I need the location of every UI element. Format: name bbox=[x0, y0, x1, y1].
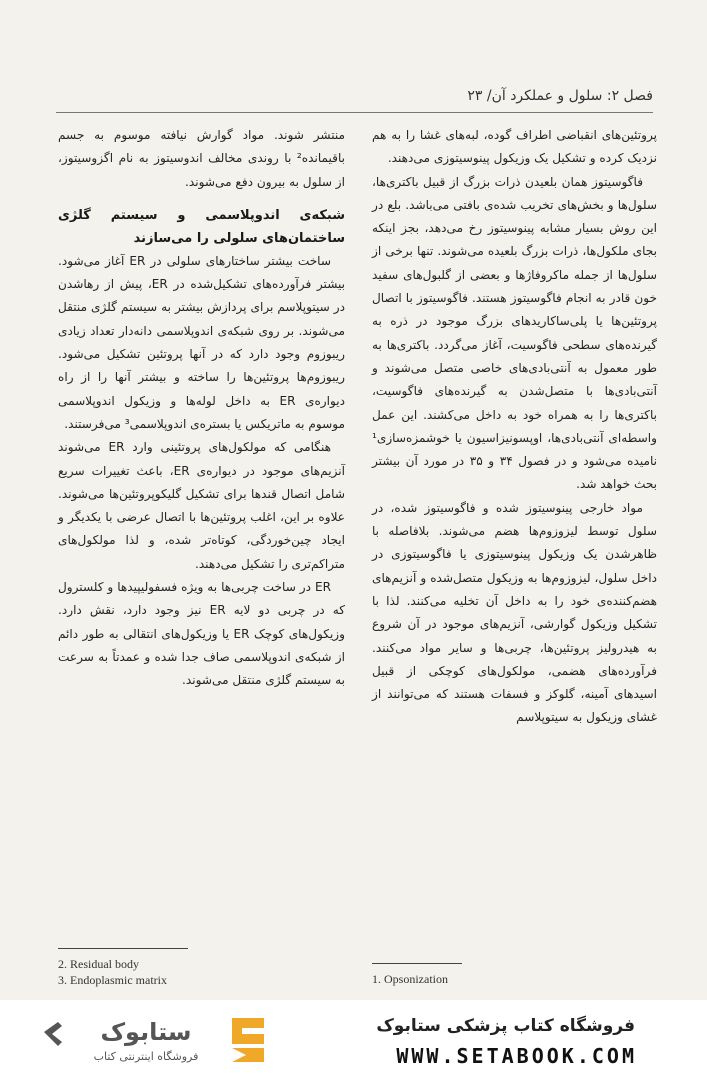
banner-title: فروشگاه کتاب پزشکی ستابوک bbox=[376, 1016, 635, 1036]
footnote: 2. Residual body bbox=[58, 957, 139, 971]
footnote: 1. Opsonization bbox=[372, 972, 448, 986]
footnote-divider bbox=[58, 948, 188, 949]
paragraph: مواد خارجی پینوسیتوز شده و فاگوسیتوز شده، در سلول توسط لیزوزوم‌ها هضم می‌شوند. بلافاصله با ظاهرشدن یک وزیکول پینوسیتوزی یا فاگوسیتوزی در داخل سلول، لیزوزوم‌ها به وزیکول متصل‌شده و آنزیم‌های هضم‌کننده‌ی خود را به داخل آن تخلیه می‌کنند. لذا با تشکیل وزیکول گوارشی، آنزیم‌های موجود در آن شروع به هیدرولیز پروتئین‌ها، چربی‌ها و سایر مواد می‌کنند. فرآورده‌های هضمی، مولکول‌های کوچکی از قبیل اسیدهای آمینه، گلوکز و فسفات هستند که می‌توانند از غشای وزیکول به سیتوپلاسم bbox=[372, 500, 657, 725]
running-title: فصل ۲: سلول و عملکرد آن/ ۲۳ bbox=[467, 88, 653, 104]
setabook-logo bbox=[36, 1014, 266, 1066]
section-heading: شبکه‌ی اندوپلاسمی و سیستم گلژی ساختمان‌های سلولی را می‌سازند bbox=[58, 207, 345, 246]
paragraph: ER در ساخت چربی‌ها به ویژه فسفولیپیدها و کلسترول که در چربی دو لایه ER نیز وجود دارد، نقش دارد. وزیکول‌های کوچک ER یا وزیکول‌های انتقالی به طور دائم از شبکه‌ی اندوپلاسمی صاف جدا شده و عمدتاً به سرعت به سیستم گلژی منتقل می‌شوند. bbox=[58, 580, 345, 688]
paragraph: منتشر شوند. مواد گوارش نیافته موسوم به جسم باقیمانده² با روندی مخالف اندوسیتوز به نام اگزوسیتوز، از سلول به بیرون دفع می‌شوند. bbox=[58, 128, 345, 189]
paragraph: هنگامی که مولکول‌های پروتئینی وارد ER می‌شوند آنزیم‌های موجود در دیواره‌ی ER، باعث تغییرات سریع شامل اتصال قندها برای تشکیل گلیکوپروتئین‌ها می‌شوند. علاوه بر این، اغلب پروتئین‌ها با اتصال عرضی با یکدیگر و ایجاد چین‌خوردگی، کوتاه‌تر شده، و لذا مولکول‌های متراکم‌تری را تشکیل می‌دهند. bbox=[58, 440, 345, 571]
header-divider bbox=[56, 112, 653, 113]
paragraph: فاگوسیتوز همان بلعیدن ذرات بزرگ از قبیل باکتری‌ها، سلول‌ها و بخش‌های تخریب شده‌ی بافتی می‌باشد. بلع در این روش بسیار مشابه پینوسیتوز رخ می‌دهد، بجز اینکه بجای ملکول‌ها، ذرات بزرگ بلعیده می‌شوند. تنها برخی از سلول‌ها از جمله ماکروفاژ‌ها و بعضی از گلبول‌های سفید خون قادر به انجام فاگوسیتوز هستند. فاگوسیتوز با اتصال پروتئین‌ها یا پلی‌ساکاریدهای بزرگ موجود در ذره به گیرنده‌های سطحی فاگوسیت، آغاز می‌گردد. باکتری‌ها به طور معمول به آنتی‌بادی‌های خاصی متصل می‌شوند و آنتی‌بادی‌ها با متصل‌شدن به گیرنده‌های فاگوسیت، باکتری‌ها را به همراه خود به داخل می‌کشند. این عمل واسطه‌ای آنتی‌بادی‌ها، اوپسونیزاسیون یا خوشمزه‌سازی¹ نامیده می‌شود و در فصول ۳۴ و ۳۵ در مورد آن بیشتر بحث خواهد شد. bbox=[372, 174, 658, 492]
paragraph: ساخت بیشتر ساختارهای سلولی در ER آغاز می‌شود. بیشتر فرآورده‌های تشکیل‌شده در ER، پیش از رهاشدن در سیتوپلاسم برای پردازش بیشتر به سیستم گلژی منتقل می‌شوند. بر روی شبکه‌ی اندوپلاسمی دانه‌دار تعداد زیادی ریبوزوم وجود دارد که در آنها پروتئین تشکیل می‌شود. ریبوزوم‌ها پروتئین‌ها را ساخته و بیشتر آنها را از راه دیواره‌ی ER به داخل لوله‌ها و وزیکول اندوپلاسمی موسوم به ماتریکس یا بستره‌ی اندوپلاسمی³ می‌فرستند. bbox=[58, 253, 346, 431]
right-column bbox=[372, 124, 657, 730]
footnote: 3. Endoplasmic matrix bbox=[58, 973, 167, 987]
paragraph: پروتئین‌های انقباضی اطراف گوده، لبه‌های غشا را به هم نزدیک کرده و تشکیل یک وزیکول پینوسیتوزی می‌دهند. bbox=[372, 128, 657, 166]
left-column bbox=[58, 124, 345, 693]
store-banner bbox=[0, 1000, 707, 1080]
page-header bbox=[56, 88, 653, 110]
banner-url[interactable]: WWW.SETABOOK.COM bbox=[396, 1044, 637, 1068]
footnote-divider bbox=[372, 963, 462, 964]
logo-text: ستابوک bbox=[100, 1018, 192, 1046]
logo-subtext: فروشگاه اینترنتی کتاب bbox=[93, 1050, 199, 1063]
